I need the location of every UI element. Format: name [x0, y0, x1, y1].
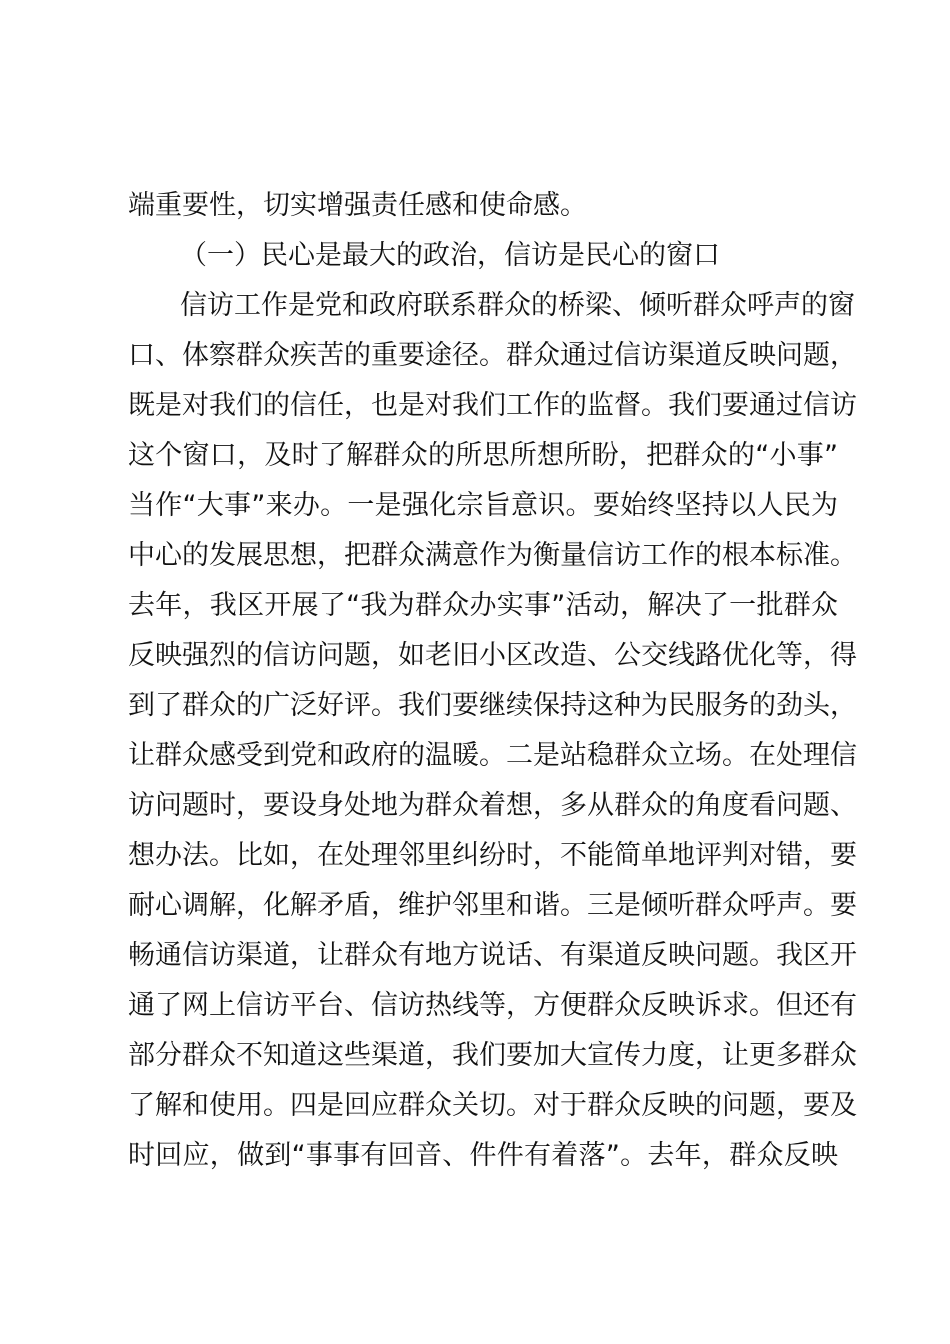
- body-line: 到了群众的广泛好评。我们要继续保持这种为民服务的劲头，: [128, 690, 857, 721]
- body-line: 畅通信访渠道，让群众有地方说话、有渠道反映问题。我区开: [128, 940, 857, 971]
- body-line: 当作“大事”来办。一是强化宗旨意识。要始终坚持以人民为: [128, 490, 838, 521]
- body-line: 反映强烈的信访问题，如老旧小区改造、公交线路优化等，得: [128, 640, 857, 671]
- body-line: 想办法。比如，在处理邻里纠纷时，不能简单地评判对错，要: [128, 840, 857, 871]
- body-line: 口、体察群众疾苦的重要途径。群众通过信访渠道反映问题，: [128, 340, 857, 371]
- body-line: 耐心调解，化解矛盾，维护邻里和谐。三是倾听群众呼声。要: [128, 890, 857, 921]
- body-line: 这个窗口，及时了解群众的所思所想所盼，把群众的“小事”: [128, 440, 838, 471]
- body-line: 中心的发展思想，把群众满意作为衡量信访工作的根本标准。: [128, 540, 857, 571]
- body-line: 既是对我们的信任，也是对我们工作的监督。我们要通过信访: [128, 390, 857, 421]
- body-line: 去年，我区开展了“我为群众办实事”活动，解决了一批群众: [128, 590, 838, 621]
- section-heading: （一）民心是最大的政治，信访是民心的窗口: [180, 240, 720, 271]
- body-line: 让群众感受到党和政府的温暖。二是站稳群众立场。在处理信: [128, 740, 857, 771]
- body-line: 时回应，做到“事事有回音、件件有着落”。去年，群众反映: [128, 1140, 838, 1171]
- paragraph-continuation-line: 端重要性，切实增强责任感和使命感。: [128, 190, 587, 221]
- body-line: 部分群众不知道这些渠道，我们要加大宣传力度，让更多群众: [128, 1040, 857, 1071]
- body-line: 了解和使用。四是回应群众关切。对于群众反映的问题，要及: [128, 1090, 857, 1121]
- body-line: 通了网上信访平台、信访热线等，方便群众反映诉求。但还有: [128, 990, 857, 1021]
- body-line: 信访工作是党和政府联系群众的桥梁、倾听群众呼声的窗: [180, 290, 855, 321]
- body-line: 访问题时，要设身处地为群众着想，多从群众的角度看问题、: [128, 790, 857, 821]
